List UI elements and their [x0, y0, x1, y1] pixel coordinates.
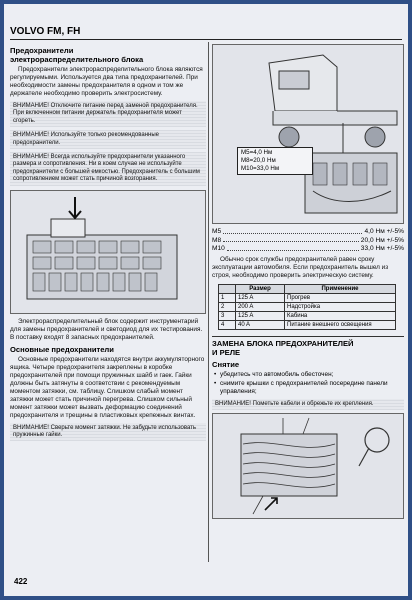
table-row	[219, 293, 396, 302]
removal-title: Снятие	[212, 359, 240, 369]
table-cell: Питание внешнего освещения	[285, 320, 396, 329]
warning-recommended-fuses: ВНИМАНИЕ! Используйте только рекомендованные предохранители.	[10, 130, 206, 149]
torque-spec-list	[212, 228, 404, 254]
column-divider	[208, 42, 209, 562]
torque-value: 33,0 Нм +/-5%	[360, 245, 404, 253]
fuse-table	[218, 284, 396, 330]
warning-cables: ВНИМАНИЕ! Пометьте кабели и обрежьте их крепления.	[212, 399, 404, 410]
torque-value: 4,0 Нм +/-5%	[364, 228, 404, 235]
col-header: Применение	[285, 284, 396, 293]
table-cell: 3	[219, 311, 236, 320]
torque-value: 20,0 Нм +/-5%	[360, 236, 404, 244]
table-header-row	[219, 284, 396, 293]
warning-fuse-size: ВНИМАНИЕ! Всегда используйте предохранители указанного размера и сопротивления. Ни в коем случае не используйте предохранители с большей емкостью. Предохранитель с большим сопротивлением может стать причиной возгорания.	[10, 152, 206, 186]
wiring-illustration	[212, 413, 404, 519]
col-header	[219, 284, 236, 293]
truck-fuse-illustration	[212, 44, 404, 224]
removal-step-1: • убедитесь что автомобиль обесточен;	[220, 371, 404, 379]
table-cell: 125 A	[236, 293, 285, 302]
table-cell: 200 A	[236, 302, 285, 311]
torque-line	[212, 245, 404, 254]
warning-power-off: ВНИМАНИЕ! Отключите питание перед заменой предохранителя. При включенном питании держатель предохранителя может сгореть.	[10, 101, 206, 127]
removal-step-2: • снимите крышки с предохранителей посередине панели управления;	[220, 380, 404, 396]
main-fuses-text: Основные предохранители находятся внутри аккумуляторного ящика. Четыре предохранителя закреплены в коробке предохранителей при помощи пружинных шайб и гаек. Гайки должны быть затянуты в соответствии с рекомендуемым моментом затяжки, см. таблицу. Слишком слабый момент затяжки может стать причиной перегрева. Слишком сильный момент затяжки может вызвать деформацию соединений предохранителя и трещины в пластиковых крепежных винтах.	[10, 355, 205, 419]
dot-leader	[223, 228, 362, 234]
table-row	[219, 320, 396, 329]
table-cell: 2	[219, 302, 236, 311]
torque-key: M8	[212, 236, 222, 244]
fuse-box-illustration	[10, 190, 206, 314]
dot-leader	[227, 245, 359, 251]
fuse-section-title: Предохранители электрораспределительного блока	[10, 46, 144, 64]
left-column	[10, 44, 206, 444]
table-cell: 125 A	[236, 311, 285, 320]
page-number: 422	[14, 577, 28, 586]
manual-page	[4, 4, 408, 596]
page-header: VOLVO FM, FH	[10, 26, 402, 40]
table-cell: 4	[219, 320, 236, 329]
table-cell: 40 A	[236, 320, 285, 329]
torque-key: M5	[212, 228, 222, 235]
torque-line	[212, 237, 404, 246]
fuse-life-text: Обычно срок службы предохранителей равен сроку эксплуатации автомобиля. Если предохранитель вышел из строя, необходимо проверить электрическую систему.	[212, 255, 389, 279]
table-cell: Кабина	[285, 311, 396, 320]
torque-line	[212, 228, 404, 237]
torque-m10: M10=33,0 Нм	[241, 165, 280, 172]
torque-m5: M5=4,0 Нм	[241, 149, 273, 156]
distribution-box-text: Электрораспределительный блок содержит инструментарий для замены предохранителей и светодиод для их тестирования. В поставку входят 8 запасных предохранителей.	[10, 317, 203, 341]
table-cell: 1	[219, 293, 236, 302]
torque-m8: M8=20,0 Нм	[241, 157, 276, 164]
main-fuses-title: Основные предохранители	[10, 344, 114, 354]
table-cell: Прогрев	[285, 293, 396, 302]
dot-leader	[223, 237, 359, 243]
fuse-intro-text: Предохранители электрораспределительного блока являются регулируемыми. Используется два типа предохранителей. При необходимости замены предохранителя в одном и том же держателе необходимо проверить электросистему.	[10, 66, 203, 97]
table-cell: Надстройка	[285, 302, 396, 311]
right-column	[212, 44, 404, 519]
col-header: Размер	[236, 284, 285, 293]
warning-torque: ВНИМАНИЕ! Сверьте момент затяжки. Не забудьте использовать пружинные гайки.	[10, 423, 206, 442]
replacement-section-title: ЗАМЕНА БЛОКА ПРЕДОХРАНИТЕЛЕЙ И РЕЛЕ	[212, 336, 404, 357]
torque-key: M10	[212, 245, 225, 253]
table-row	[219, 311, 396, 320]
torque-callout	[237, 147, 313, 175]
table-row	[219, 302, 396, 311]
